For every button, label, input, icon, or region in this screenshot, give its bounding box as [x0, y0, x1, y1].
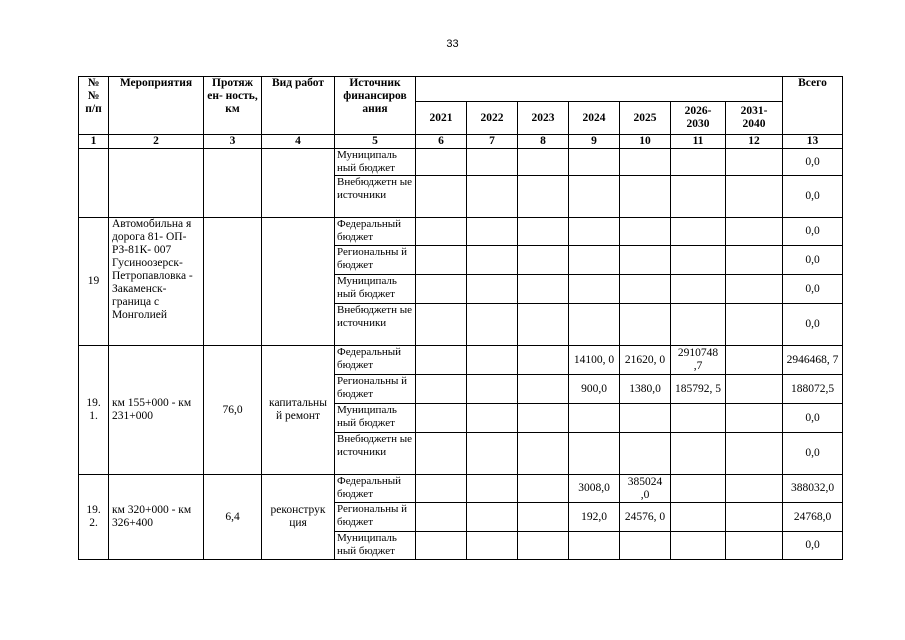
source-cell: Региональны й бюджет [335, 503, 416, 532]
source-cell: Федеральный бюджет [335, 475, 416, 503]
header-year: 2024 [569, 102, 620, 135]
value-2024: 192,0 [569, 503, 620, 532]
table-row [79, 218, 843, 246]
header-source: Источник финансиров ания [335, 77, 416, 135]
value-2025: 1380,0 [620, 375, 671, 404]
item-number: 19 [79, 218, 109, 346]
financing-table [78, 76, 843, 560]
header-total: Всего [783, 77, 843, 102]
index-cell: 8 [518, 135, 569, 149]
header-total-cont [783, 102, 843, 135]
event-name: км 320+000 - км 326+400 [109, 475, 204, 560]
length-cell [204, 218, 262, 346]
index-cell: 3 [204, 135, 262, 149]
total-cell: 188072,5 [783, 375, 843, 404]
source-cell: Внебюджетн ые источники [335, 304, 416, 346]
source-cell: Региональны й бюджет [335, 375, 416, 404]
total-cell: 0,0 [783, 176, 843, 218]
total-cell: 0,0 [783, 532, 843, 560]
value-2025: 24576, 0 [620, 503, 671, 532]
header-year: 2031- 2040 [726, 102, 783, 135]
index-cell: 6 [416, 135, 467, 149]
work-cell [262, 218, 335, 346]
source-cell: Внебюджетн ые источники [335, 176, 416, 218]
cont-length-cell [204, 149, 262, 218]
table-row [79, 149, 843, 176]
value-2024: 14100, 0 [569, 346, 620, 375]
table-row [79, 475, 843, 503]
total-cell: 0,0 [783, 304, 843, 346]
header-work: Вид работ [262, 77, 335, 135]
source-cell: Региональны й бюджет [335, 246, 416, 275]
header-year: 2023 [518, 102, 569, 135]
value-2024: 900,0 [569, 375, 620, 404]
total-cell: 0,0 [783, 218, 843, 246]
header-year: 2026- 2030 [671, 102, 726, 135]
header-years-group [416, 77, 783, 102]
work-type: капитальны й ремонт [262, 346, 335, 475]
source-cell: Федеральный бюджет [335, 218, 416, 246]
index-cell: 9 [569, 135, 620, 149]
value-2024: 3008,0 [569, 475, 620, 503]
index-cell: 11 [671, 135, 726, 149]
index-cell: 7 [467, 135, 518, 149]
source-cell: Федеральный бюджет [335, 346, 416, 375]
header-length: Протяж ен- ность, км [204, 77, 262, 135]
value-2026-2030: 185792, 5 [671, 375, 726, 404]
total-cell: 2946468, 7 [783, 346, 843, 375]
event-name: км 155+000 - км 231+000 [109, 346, 204, 475]
header-year: 2025 [620, 102, 671, 135]
total-cell: 0,0 [783, 404, 843, 433]
total-cell: 388032,0 [783, 475, 843, 503]
cont-num-cell [79, 149, 109, 218]
item-number: 19. 1. [79, 346, 109, 475]
value-2026-2030: 2910748 ,7 [671, 346, 726, 375]
table-row [79, 346, 843, 375]
index-cell: 5 [335, 135, 416, 149]
index-cell: 12 [726, 135, 783, 149]
header-num: № № п/п [79, 77, 109, 135]
value-2025: 21620, 0 [620, 346, 671, 375]
source-cell: Муниципаль ный бюджет [335, 275, 416, 304]
value-2025: 385024 ,0 [620, 475, 671, 503]
source-cell: Муниципаль ный бюджет [335, 149, 416, 176]
total-cell: 0,0 [783, 246, 843, 275]
work-type: реконструк ция [262, 475, 335, 560]
index-cell: 4 [262, 135, 335, 149]
index-cell: 13 [783, 135, 843, 149]
index-cell: 2 [109, 135, 204, 149]
total-cell: 0,0 [783, 149, 843, 176]
index-cell: 10 [620, 135, 671, 149]
length-value: 6,4 [204, 475, 262, 560]
source-cell: Внебюджетн ые источники [335, 433, 416, 475]
total-cell: 0,0 [783, 433, 843, 475]
header-year: 2022 [467, 102, 518, 135]
index-cell: 1 [79, 135, 109, 149]
header-event: Мероприятия [109, 77, 204, 135]
page-number: 33 [446, 38, 459, 50]
total-cell: 0,0 [783, 275, 843, 304]
event-name: Автомобильна я дорога 81- ОП-РЗ-81К- 007 Гусиноозерск- Петропавловка - Закаменск- граница с Монголией [109, 218, 204, 346]
total-cell: 24768,0 [783, 503, 843, 532]
source-cell: Муниципаль ный бюджет [335, 404, 416, 433]
cont-event-cell [109, 149, 204, 218]
cont-work-cell [262, 149, 335, 218]
header-year: 2021 [416, 102, 467, 135]
length-value: 76,0 [204, 346, 262, 475]
source-cell: Муниципаль ный бюджет [335, 532, 416, 560]
item-number: 19. 2. [79, 475, 109, 560]
